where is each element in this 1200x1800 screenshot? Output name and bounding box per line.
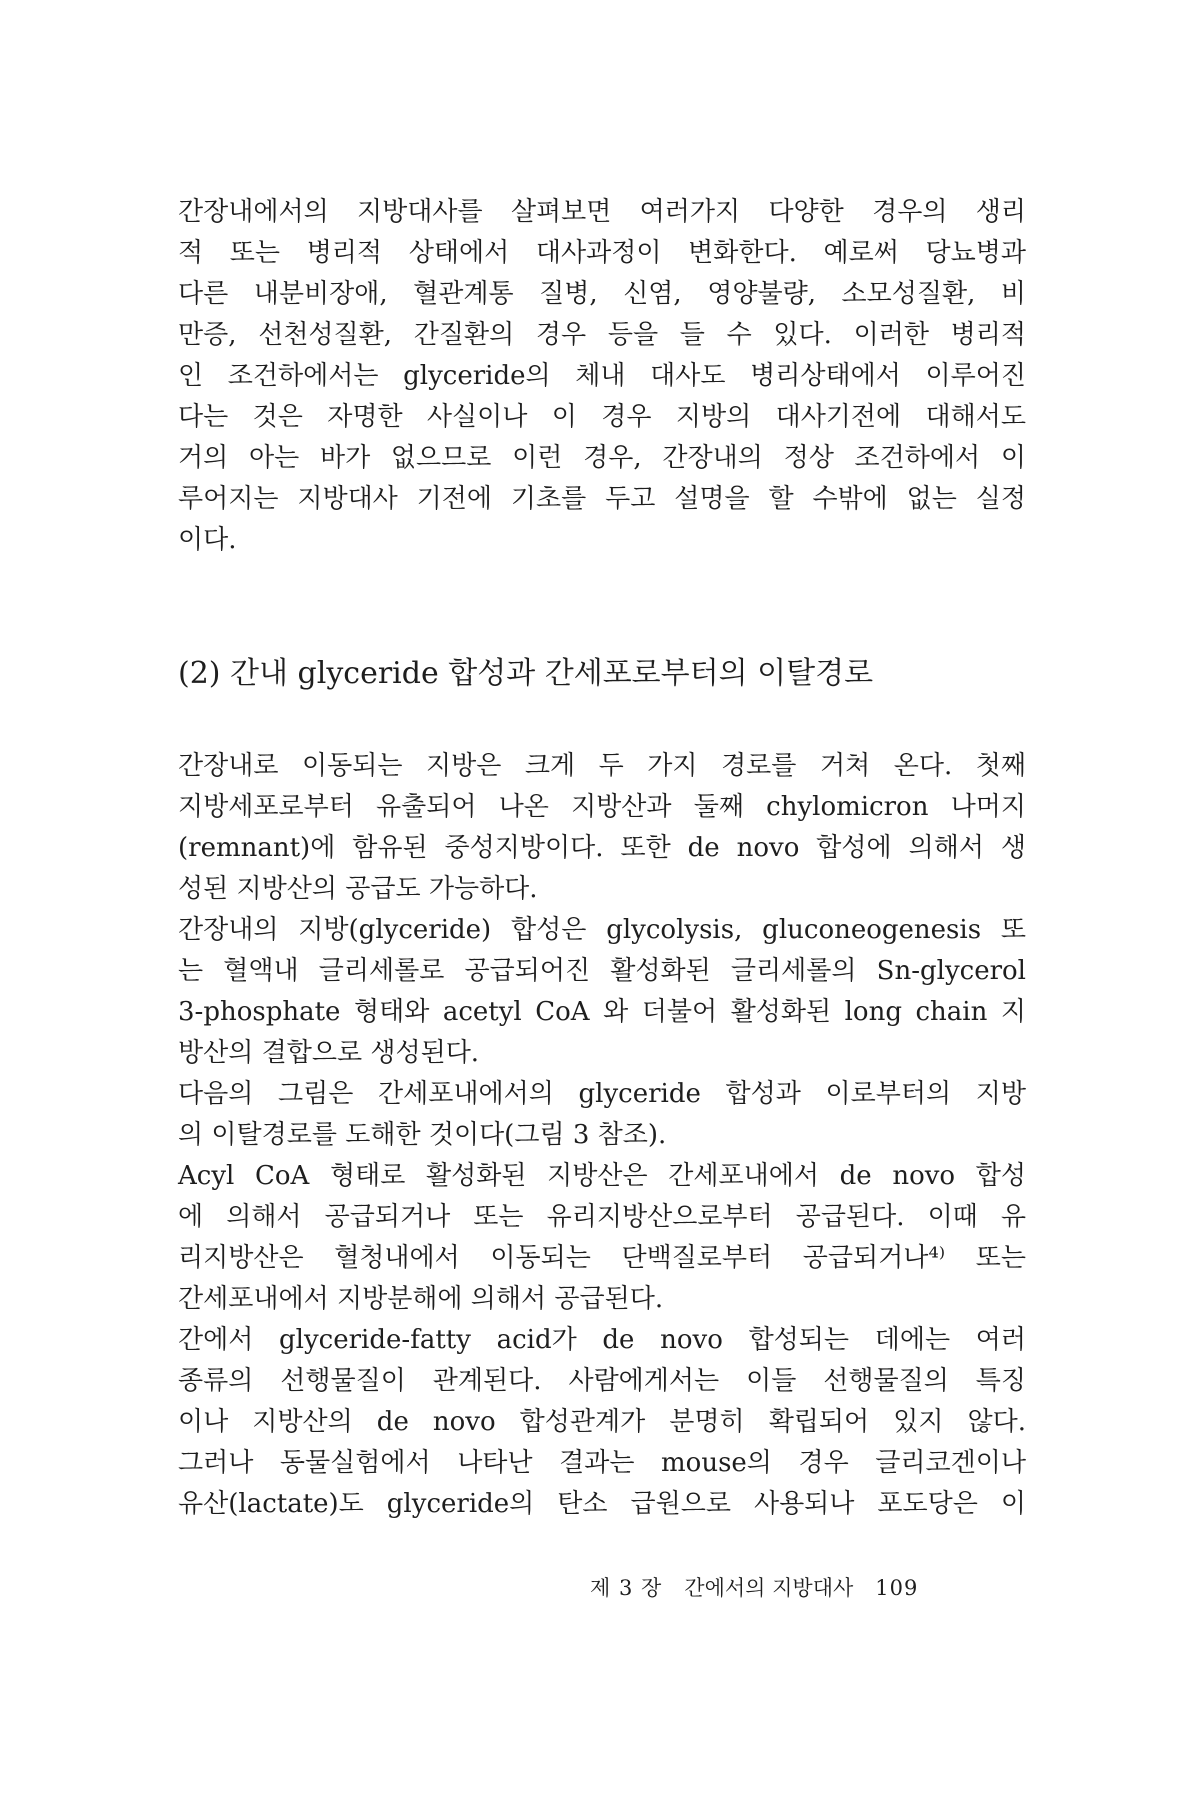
footer-title: 간에서의 지방대사 [684,1576,854,1600]
text-line: 지방세포로부터 유출되어 나온 지방산과 둘째 chylomicron 나머지 [178,792,1026,822]
text-line: 만증, 선천성질환, 간질환의 경우 등을 들 수 있다. 이러한 병리적 [178,320,1026,350]
text-line: 유산(lactate)도 glyceride의 탄소 급원으로 사용되나 포도당은 이 [178,1489,1026,1519]
text-line: Acyl CoA 형태로 활성화된 지방산은 간세포내에서 de novo 합성 [178,1161,1026,1191]
text-line: 방산의 결합으로 생성된다. [178,1038,480,1068]
text-line: 리지방산은 혈청내에서 이동되는 단백질로부터 공급되거나⁴⁾ 또는 [178,1243,1026,1273]
text-line: 간장내에서의 지방대사를 살펴보면 여러가지 다양한 경우의 생리 [178,197,1026,227]
text-line: 성된 지방산의 공급도 가능하다. [178,874,538,904]
text-line: 3-phosphate 형태와 acetyl CoA 와 더불어 활성화된 long chain 지 [178,997,1026,1027]
section-heading: (2) 간내 glyceride 합성과 간세포로부터의 이탈경로 [178,656,874,691]
text-line: 의 이탈경로를 도해한 것이다(그림 3 참조). [178,1120,667,1150]
page-footer [590,1573,1026,1603]
text-line: 루어지는 지방대사 기전에 기초를 두고 설명을 할 수밖에 없는 실정 [178,484,1026,514]
text-line: 이다. [178,525,237,555]
text-line: 적 또는 병리적 상태에서 대사과정이 변화한다. 예로써 당뇨병과 [178,238,1026,268]
text-line: 다른 내분비장애, 혈관계통 질병, 신염, 영양불량, 소모성질환, 비 [178,279,1026,309]
text-line: 간장내의 지방(glyceride) 합성은 glycolysis, gluconeogenesis 또 [178,915,1026,945]
text-line: 간장내로 이동되는 지방은 크게 두 가지 경로를 거쳐 온다. 첫째 [178,751,1026,781]
text-line: 종류의 선행물질이 관계된다. 사람에게서는 이들 선행물질의 특징 [178,1366,1026,1396]
text-line: 간에서 glyceride-fatty acid가 de novo 합성되는 데에는 여러 [178,1325,1026,1355]
text-line: 인 조건하에서는 glyceride의 체내 대사도 병리상태에서 이루어진 [178,361,1026,391]
text-line: 에 의해서 공급되거나 또는 유리지방산으로부터 공급된다. 이때 유 [178,1202,1026,1232]
text-line: 는 혈액내 글리세롤로 공급되어진 활성화된 글리세롤의 Sn-glycerol [178,956,1026,986]
paragraph-2 [178,746,1026,1525]
text-line: 거의 아는 바가 없으므로 이런 경우, 간장내의 정상 조건하에서 이 [178,443,1026,473]
text-line: 이나 지방산의 de novo 합성관계가 분명히 확립되어 있지 않다. [178,1407,1026,1437]
page-number: 109 [875,1576,919,1600]
footer-chapter: 제 3 장 [590,1576,663,1600]
text-line: 간세포내에서 지방분해에 의해서 공급된다. [178,1284,664,1314]
text-line: (remnant)에 함유된 중성지방이다. 또한 de novo 합성에 의해서 생 [178,833,1026,863]
paragraph-1 [178,192,1026,561]
text-line: 다는 것은 자명한 사실이나 이 경우 지방의 대사기전에 대해서도 [178,402,1026,432]
text-line: 다음의 그림은 간세포내에서의 glyceride 합성과 이로부터의 지방 [178,1079,1026,1109]
text-line: 그러나 동물실험에서 나타난 결과는 mouse의 경우 글리코겐이나 [178,1448,1026,1478]
